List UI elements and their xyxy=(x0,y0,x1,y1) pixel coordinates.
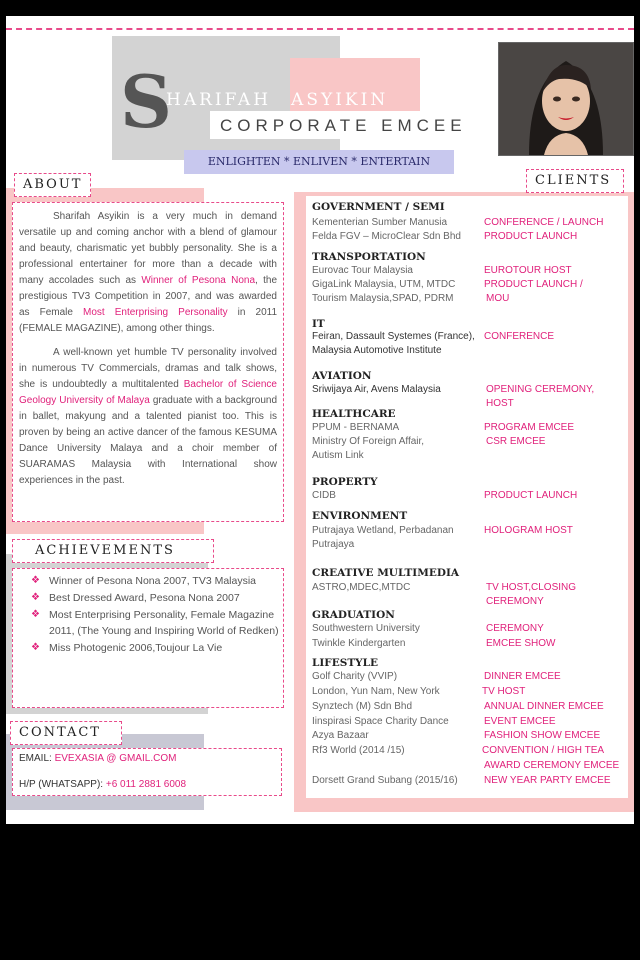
client-name: PPUM - BERNAMA xyxy=(312,422,400,433)
about-text-box xyxy=(12,202,284,522)
top-dashed-divider xyxy=(6,28,634,30)
client-name: ASTRO,MDEC,MTDC xyxy=(312,582,411,593)
client-role: TV HOST,CLOSING CEREMONY xyxy=(486,582,577,607)
client-name: Iinspirasi Space Charity Dance xyxy=(312,716,449,727)
client-name: Golf Charity (VVIP) xyxy=(312,671,398,682)
client-name: CIDB xyxy=(312,490,336,501)
category-government: GOVERNMENT / SEMI xyxy=(312,201,445,213)
about-paragraph-2: A well-known yet humble TV personality involved in numerous TV Commercials, dramas and talk shows, she is undoubtedly a multitalented Bachelor of Science Geology University of Malaya graduate with a background in ballet, makyung and a talented pianist too. This is proven by being an active dancer of the famous KESUMA Dance University Malaya and a choir member of SUARAMAS Malaysia with International show experiences in the past. xyxy=(19,347,277,486)
category-lifestyle: LIFESTYLE xyxy=(312,657,379,669)
client-name: Ministry Of Foreign Affair, Autism Link xyxy=(312,436,425,461)
client-role: EUROTOUR HOST xyxy=(484,265,572,276)
category-graduation: GRADUATION xyxy=(312,609,395,621)
client-role: EMCEE SHOW xyxy=(486,638,556,649)
category-aviation: AVIATION xyxy=(312,370,372,382)
tagline: ENLIGHTEN * ENLIVEN * ENTERTAIN xyxy=(184,150,454,174)
client-name: Synztech (M) Sdn Bhd xyxy=(312,701,413,712)
client-role: AWARD CEREMONY EMCEE xyxy=(484,760,620,771)
client-role: CSR EMCEE xyxy=(486,436,546,447)
client-name: Felda FGV – MicroClear Sdn Bhd xyxy=(312,231,461,242)
category-healthcare: HEALTHCARE xyxy=(312,408,396,420)
category-creative-multimedia: CREATIVE MULTIMEDIA xyxy=(312,567,460,579)
client-role: HOLOGRAM HOST xyxy=(484,525,573,536)
category-environment: ENVIRONMENT xyxy=(312,510,408,522)
client-name: GigaLink Malaysia, UTM, MTDC xyxy=(312,279,456,290)
client-name: Feiran, Dassault Systemes (France), Malaysia Automotive Institute xyxy=(312,331,475,356)
about-paragraph-1: Sharifah Asyikin is a very much in demand versatile up and coming anchor with a blend of glamour and beauty, charismatic yet bubbly personality. She is a professional entertainer for more than a decade with many accolades such as Winner of Pesona Nona, the prestigious TV3 Competition in 2007, and was awarded as Female Most Enterprising Personality in 2011 (FEMALE MAGAZINE), among other things. xyxy=(19,211,278,334)
full-name xyxy=(166,90,408,110)
client-role: OPENING CEREMONY, HOST xyxy=(486,384,595,409)
highlight-pesona-nona: Winner of Pesona Nona xyxy=(141,275,256,286)
client-name: London, Yun Nam, New York xyxy=(312,686,440,697)
category-it: IT xyxy=(312,318,325,330)
first-name: HARIFAH xyxy=(166,90,272,110)
portrait-icon xyxy=(499,43,633,155)
achievements-heading: ACHIEVEMENTS xyxy=(12,539,214,563)
achievement-item: ❖ Miss Photogenic 2006,Toujour La Vie xyxy=(31,642,223,654)
client-role: EVENT EMCEE xyxy=(484,716,556,727)
category-property: PROPERTY xyxy=(312,476,378,488)
resume-page xyxy=(6,16,634,824)
client-role: CEREMONY xyxy=(486,623,544,634)
client-role: PRODUCT LAUNCH / xyxy=(484,279,583,290)
client-role: PROGRAM EMCEE xyxy=(484,422,575,433)
name-initial: S xyxy=(120,59,172,144)
profile-photo xyxy=(498,42,634,156)
client-role: PRODUCT LAUNCH xyxy=(484,490,578,501)
client-role: NEW YEAR PARTY EMCEE xyxy=(484,775,611,786)
category-transportation: TRANSPORTATION xyxy=(312,251,426,263)
client-role: DINNER EMCEE xyxy=(484,671,561,682)
client-name: Kementerian Sumber Manusia xyxy=(312,217,448,228)
achievements-list xyxy=(31,573,279,656)
client-name: Putrajaya Wetland, Perbadanan Putrajaya xyxy=(312,525,454,550)
achievement-item: ❖ Winner of Pesona Nona 2007, TV3 Malaysia xyxy=(31,575,257,587)
client-name: Sriwijaya Air, Avens Malaysia xyxy=(312,384,441,395)
achievement-item: ❖ Most Enterprising Personality, Female Magazine 2011, (The Young and Inspiring World of Redken) xyxy=(31,609,279,637)
achievement-item: ❖ Best Dressed Award, Pesona Nona 2007 xyxy=(31,592,240,604)
diamond-bullet-icon: ❖ xyxy=(31,575,40,586)
client-role: CONFERENCE xyxy=(484,331,555,342)
client-role: TV HOST xyxy=(482,686,526,697)
client-name: Southwestern University xyxy=(312,623,420,634)
client-name: Dorsett Grand Subang (2015/16) xyxy=(312,775,458,786)
highlight-enterprising: Most Enterprising Personality xyxy=(83,307,228,318)
client-name: Azya Bazaar xyxy=(312,730,369,741)
contact-box xyxy=(12,748,282,796)
contact-heading: CONTACT xyxy=(10,721,122,745)
role-title: CORPORATE EMCEE xyxy=(220,116,467,135)
client-name: Eurovac Tour Malaysia xyxy=(312,265,413,276)
client-role: PRODUCT LAUNCH xyxy=(484,231,578,242)
client-name: Rf3 World (2014 /15) xyxy=(312,745,405,756)
client-role: CONVENTION / HIGH TEA xyxy=(482,745,605,756)
diamond-bullet-icon: ❖ xyxy=(31,592,40,603)
about-heading: ABOUT xyxy=(14,173,91,197)
clients-heading: CLIENTS xyxy=(526,169,624,193)
client-role: ANNUAL DINNER EMCEE xyxy=(484,701,604,712)
last-name: ASYIKIN xyxy=(291,90,389,110)
phone-link[interactable]: +6 011 2881 6008 xyxy=(105,779,187,790)
client-name: Tourism Malaysia,SPAD, PDRM xyxy=(312,293,454,304)
highlight-degree: Bachelor of Science Geology University of Malaya xyxy=(19,379,277,406)
client-role: CONFERENCE / LAUNCH xyxy=(484,217,604,228)
diamond-bullet-icon: ❖ xyxy=(31,642,40,653)
email-link[interactable]: EVEXASIA @ GMAIL.COM xyxy=(54,753,177,764)
client-role: FASHION SHOW EMCEE xyxy=(484,730,601,741)
achievements-list-box xyxy=(12,568,284,708)
client-name: Twinkle Kindergarten xyxy=(312,638,406,649)
phone-line: H/P (WHATSAPP): +6 011 2881 6008 xyxy=(19,779,187,790)
client-role: MOU xyxy=(486,293,510,304)
email-line: EMAIL: EVEXASIA @ GMAIL.COM xyxy=(19,753,177,764)
diamond-bullet-icon: ❖ xyxy=(31,609,40,620)
